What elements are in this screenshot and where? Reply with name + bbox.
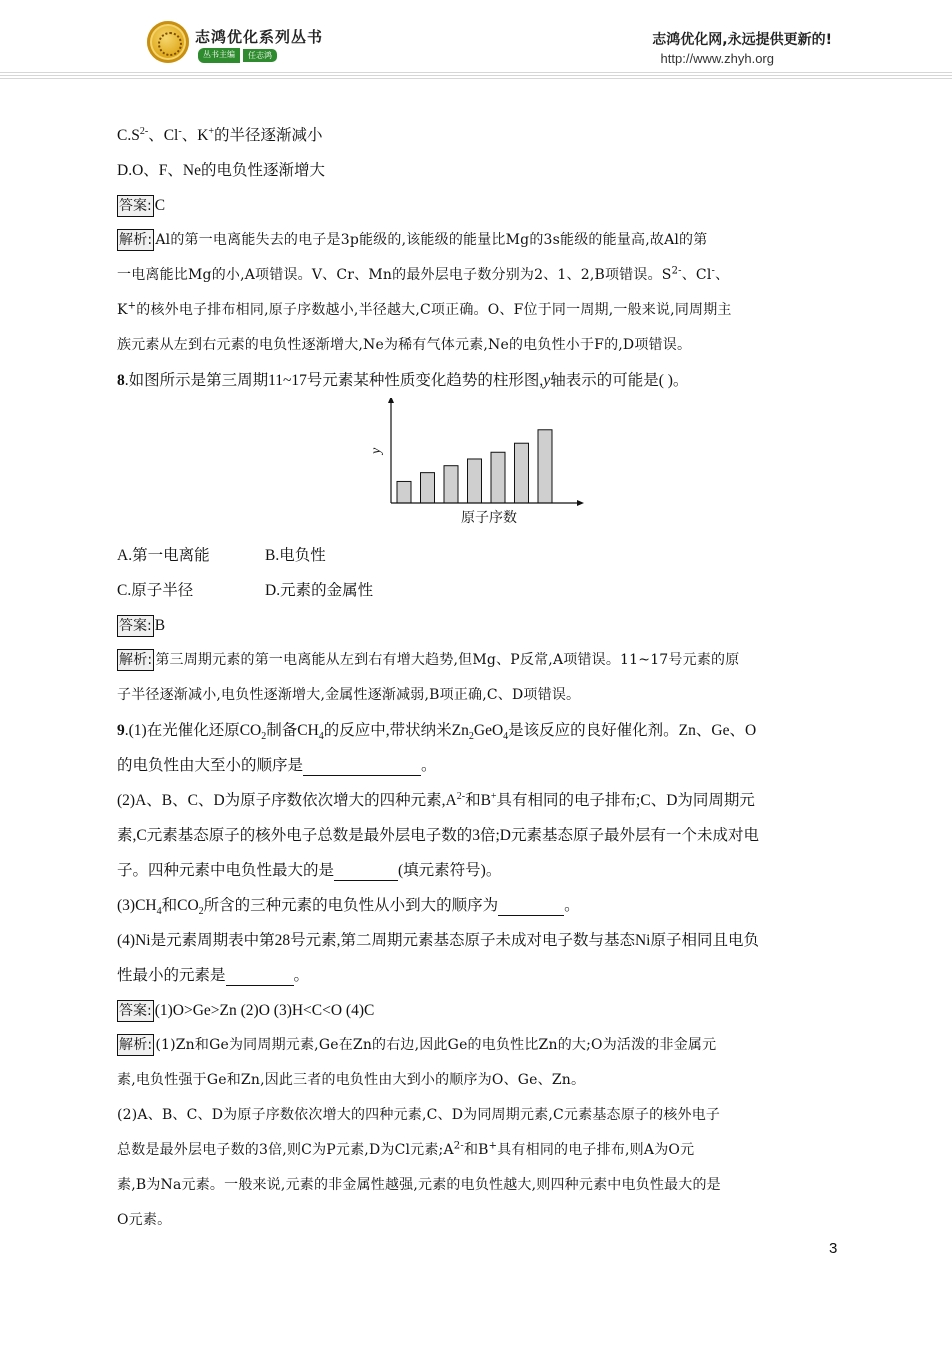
bar-17 [538, 430, 552, 503]
q8-option-a: A.第一电离能 [117, 547, 210, 564]
y-axis-arrow-icon [388, 398, 394, 403]
answer-blank[interactable] [226, 967, 294, 986]
editor-name: 任志鸿 [242, 48, 278, 63]
bar-11 [397, 481, 411, 503]
answer-blank[interactable] [303, 757, 421, 776]
bar-15 [491, 452, 505, 503]
q8-figure [117, 398, 839, 538]
analysis-tag: 解析: [117, 229, 154, 251]
x-axis-label: 原子序数 [461, 510, 517, 526]
q9-answer: 答案: (1)O>Ge>Zn (2)O (3)H<C<O (4)C [117, 993, 839, 1028]
site-slogan: 志鸿优化网,永远提供更新的! [652, 32, 832, 48]
q9-part4-end: 性最小的元素是 。 [117, 967, 310, 984]
editor-badge [198, 48, 278, 63]
q7-answer: 答案: C [117, 188, 839, 223]
q9-analysis-line: 解析: (1)Zn和Ge为同周期元素,Ge在Zn的右边,因此Ge的电负性比Zn的大;O为活泼的非金属元 [117, 1028, 839, 1063]
q9-analysis-line: O元素。 [117, 1212, 172, 1228]
bar-16 [515, 443, 529, 503]
answer-blank[interactable] [334, 862, 398, 881]
bar-14 [468, 459, 482, 503]
analysis-tag: 解析: [117, 1034, 154, 1056]
q8-analysis-line: 子半径逐渐减小,电负性逐渐增大,金属性逐渐减弱,B项正确,C、D项错误。 [117, 687, 581, 703]
y-axis-label: y [369, 447, 384, 454]
answer-tag: 答案: [117, 1000, 154, 1022]
q9-part2: (2)A、B、C、D为原子序数依次增大的四种元素$,A^{2-}$和B+具有相同的电子排布;C、D为同周期元 [117, 790, 755, 809]
q7-analysis-line: 族元素从左到右元素的电负性逐渐增大,Ne为稀有气体元素,Ne的电负性小于F的,D项错误。 [117, 337, 692, 353]
answer-blank[interactable] [498, 897, 564, 916]
analysis-tag: 解析: [117, 649, 154, 671]
header-divider [0, 72, 952, 80]
q8-option-d: D.元素的金属性 [265, 582, 374, 599]
q8-stem: 8.如图所示是第三周期11~17号元素某种性质变化趋势的柱形图,y轴表示的可能是( )。 [117, 372, 689, 389]
q9-analysis-line: 素,电负性强于Ge和Zn,因此三者的电负性由大到小的顺序为O、Ge、Zn。 [117, 1072, 586, 1088]
bar-12 [421, 473, 435, 503]
page-number: 3 [829, 1240, 838, 1257]
q9-analysis-line: 素,B为Na元素。一般来说,元素的非金属性越强,元素的电负性越大,则四种元素中电负性最大的是 [117, 1177, 721, 1193]
series-logo-icon [147, 21, 189, 63]
q9-part1: 9.(1)在光催化还原$CO_2$制备$CH_4$的反应中,带状纳米$Zn_2GeO_4$是该反应的良好催化剂。Zn、Ge、O [117, 722, 757, 743]
q9-analysis-line: (2)A、B、C、D为原子序数依次增大的四种元素,C、D为同周期元素,C元素基态原子的核外电子 [117, 1107, 721, 1123]
q8-options-row [117, 573, 839, 608]
answer-tag: 答案: [117, 615, 154, 637]
page-content [117, 118, 839, 1238]
q7-analysis-line: 一电离能比Mg的小,A项错误。V、Cr、Mn的最外层电子数分别为2、1、2,B项错误。$S^{2-}$、Cl-、 [117, 265, 730, 283]
q9-part3: $(3)CH_4$和$CO_2$所含的三种元素的电负性从小到大的顺序为 。 [117, 897, 580, 918]
q7-option-c: $C.S^{2-}$、Cl-、K+的半径逐渐减小 [117, 125, 323, 144]
q9-part4: (4)Ni是元素周期表中第28号元素,第二周期元素基态原子未成对电子数与基态Ni原子相同且电负 [117, 932, 759, 949]
bar-13 [444, 466, 458, 503]
q9-part2-end: 子。四种元素中电负性最大的是 (填元素符号)。 [117, 862, 502, 879]
q8-answer: 答案: B [117, 608, 839, 643]
q7-analysis-line: 解析: Al的第一电离能失去的电子是3p能级的,该能级的能量比Mg的3s能级的能量高,故Al的第 [117, 223, 839, 258]
q8-analysis-line: 解析: 第三周期元素的第一电离能从左到右有增大趋势,但Mg、P反常,A项错误。11~17号元素的原 [117, 643, 839, 678]
q7-option-d: D.O、F、Ne的电负性逐渐增大 [117, 162, 325, 179]
q9-part1-cont: 的电负性由大至小的顺序是 。 [117, 757, 437, 774]
site-url-link[interactable]: http://www.zhyh.org [660, 51, 774, 66]
x-axis-arrow-icon [577, 500, 584, 506]
q9-analysis-line: 总数是最外层电子数的3倍,则C为P元素,D为Cl元素$;A^{2-}$和B+具有相同的电子排布,则A为O元 [117, 1140, 695, 1158]
q8-option-c: C.原子半径 [117, 582, 194, 599]
editor-label: 丛书主编 [198, 48, 240, 63]
q7-analysis-line: K+的核外电子排布相同,原子序数越小,半径越大,C项正确。O、F位于同一周期,一般来说,同周期主 [117, 300, 732, 318]
q8-option-b: B.电负性 [265, 547, 326, 564]
answer-tag: 答案: [117, 195, 154, 217]
q8-options-row [117, 538, 839, 573]
series-title: 志鸿优化系列丛书 [195, 28, 324, 46]
bar-chart [367, 398, 587, 528]
page-header [0, 0, 952, 80]
q9-part2-cont: 素,C元素基态原子的核外电子总数是最外层电子数的3倍;D元素基态原子最外层有一个未成对电 [117, 827, 759, 844]
